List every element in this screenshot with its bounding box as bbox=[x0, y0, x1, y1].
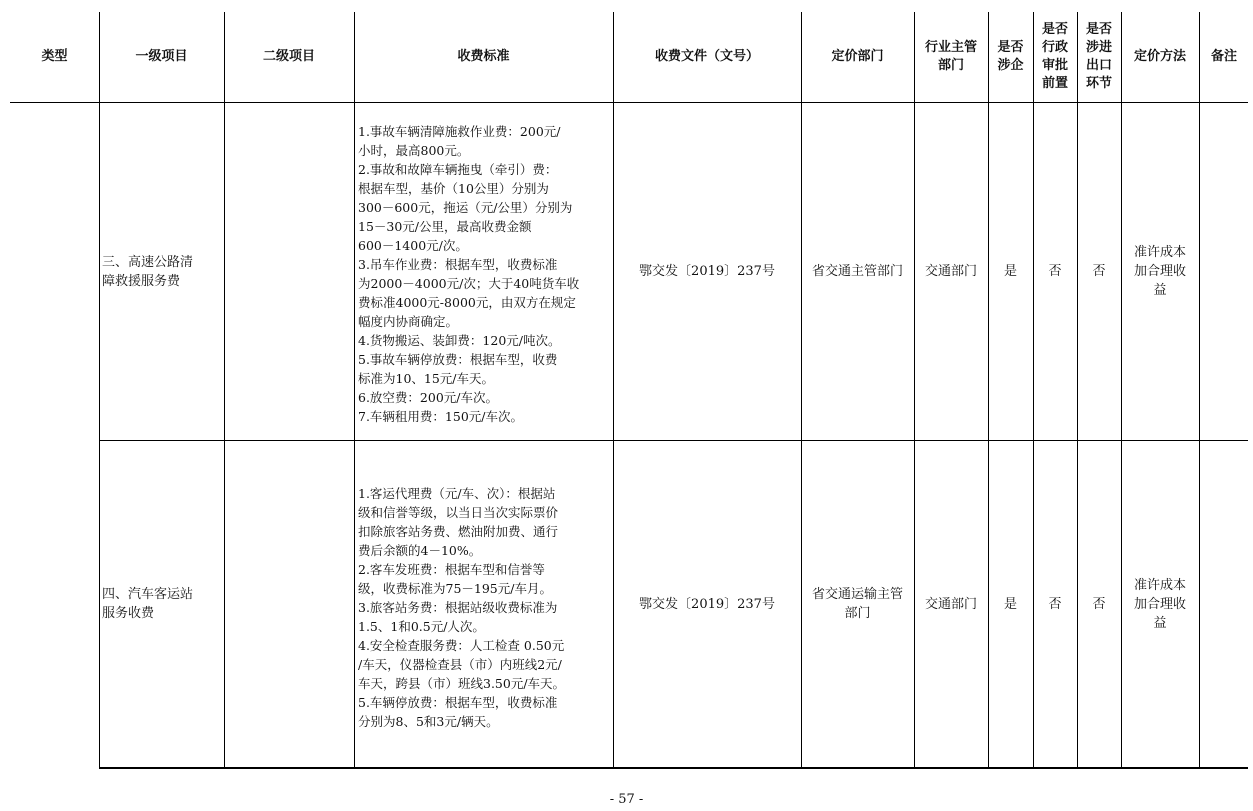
row2-involves-enterprise: 是 bbox=[1003, 596, 1017, 612]
row1-remark bbox=[1199, 103, 1249, 440]
row1-pricing-method: 准许成本 加合理收 益 bbox=[1133, 245, 1186, 298]
row2-doc: 鄂交发〔2019〕237号 bbox=[639, 596, 775, 612]
row2-level2 bbox=[224, 441, 354, 767]
row1-level2 bbox=[224, 103, 354, 440]
row2-type bbox=[10, 441, 99, 767]
row2-pricing-dept: 省交通运输主管 部门 bbox=[811, 587, 903, 621]
header-pricing-dept: 定价部门 bbox=[831, 49, 884, 64]
row2-level1: 四、汽车客运站 服务收费 bbox=[102, 587, 194, 621]
page-number: - 57 - bbox=[609, 792, 644, 807]
row1-import-export: 否 bbox=[1092, 264, 1106, 279]
row1-industry-dept: 交通部门 bbox=[924, 264, 977, 279]
row2-import-export: 否 bbox=[1092, 596, 1106, 612]
row1-admin-approval: 否 bbox=[1048, 264, 1062, 279]
row1-type bbox=[10, 103, 99, 440]
row1-involves-enterprise: 是 bbox=[1003, 264, 1017, 279]
header-pricing-method: 定价方法 bbox=[1133, 49, 1186, 64]
header-standard: 收费标准 bbox=[457, 49, 510, 64]
row1-level1: 三、高速公路清 障救援服务费 bbox=[102, 254, 194, 289]
header-level1: 一级项目 bbox=[135, 49, 188, 64]
header-type: 类型 bbox=[41, 49, 68, 64]
row2-standard: 1.客运代理费（元/车、次）：根据站 级和信誉等级，以当日当次实际票价 扣除旅客站务费、燃油附加费、通行 费后余额的4－10%。 2.客车发班费：根据车型和信誉等 级，收费标准为75－195元/车月。 3.旅客站务费：根据站级收费标准为 1.5、1和0.5元/人次。 4.安全检查服务费：人工检查 0.50元 /车天，仪器检查县（市）内班线2元/ 车天，跨县（市）班线3.50元/车天。 5.车辆停放费：根据车型，收费标准 分别为8、5和3元/辆天。 bbox=[358, 486, 566, 729]
row1-pricing-dept: 省交通主管部门 bbox=[811, 264, 903, 279]
row1-standard: 1.事故车辆清障施救作业费：200元/ 小时，最高800元。 2.事故和故障车辆拖曳（牵引）费： 根据车型，基价（10公里）分别为 300－600元，拖运（元/公里）分别为 15－30元/公里，最高收费金额 600－1400元/次。 3.吊车作业费：根据车型，收费标准 为2000－4000元/次；大于40吨货车收 费标准4000元-8000元，由双方在规定 幅度内协商确定。 4.货物搬运、装卸费：120元/吨次。 5.事故车辆停放费：根据车型，收费 标准为10、15元/车天。 6.放空费：200元/车次。 7.车辆租用费：150元/车次。 bbox=[358, 124, 580, 424]
header-admin-approval: 是否 行政 审批 前置 bbox=[1041, 22, 1068, 91]
header-import-export: 是否 涉进 出口 环节 bbox=[1085, 22, 1112, 91]
header-level2: 二级项目 bbox=[262, 49, 315, 64]
row2-pricing-method: 准许成本 加合理收 益 bbox=[1133, 577, 1186, 631]
header-industry-dept: 行业主管 部门 bbox=[924, 40, 977, 73]
row2-admin-approval: 否 bbox=[1048, 596, 1062, 612]
col-line bbox=[354, 12, 355, 768]
row1-doc: 鄂交发〔2019〕237号 bbox=[639, 264, 775, 279]
header-doc: 收费文件（文号） bbox=[654, 49, 759, 64]
table-bottom-rule bbox=[99, 767, 1248, 769]
row2-industry-dept: 交通部门 bbox=[924, 596, 977, 612]
header-involves-enterprise: 是否 涉企 bbox=[997, 40, 1024, 73]
header-remark: 备注 bbox=[1210, 49, 1237, 64]
row2-remark bbox=[1199, 441, 1249, 767]
